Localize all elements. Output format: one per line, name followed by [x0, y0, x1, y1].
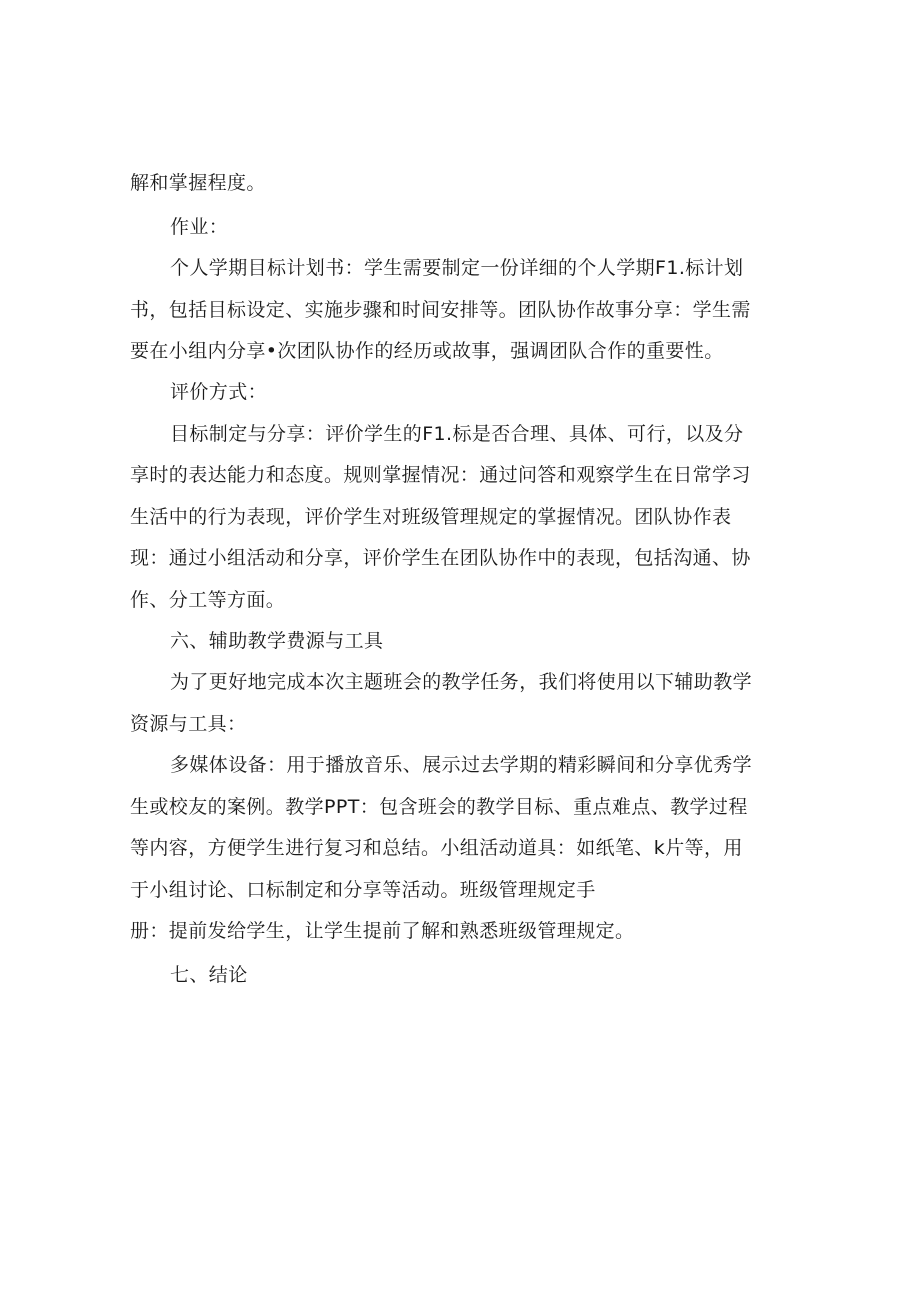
heading-section-six: 六、辅助教学费源与工具	[170, 630, 384, 652]
paragraph-line: 册：提前发给学生，让学生提前了解和熟悉班级管理规定。	[130, 920, 635, 942]
paragraph-line: 于小组讨论、口标制定和分享等活动。班级管理规定手	[130, 879, 596, 901]
paragraph-line: 现：通过小组活动和分享，评价学生在团队协作中的表现，包括沟通、协	[130, 547, 751, 569]
paragraph-line: 享时的表达能力和态度。规则掌握情况：通过问答和观察学生在日常学习	[130, 464, 751, 486]
paragraph-line: 等内容，方便学生进行复习和总结。小组活动道具：如纸笔、k片等，用	[130, 837, 743, 859]
heading-section-seven: 七、结论	[170, 964, 248, 986]
text-line-continuation: 解和掌握程度。	[130, 172, 266, 194]
paragraph-line: 个人学期目标计划书：学生需要制定一份详细的个人学期F1.标计划	[170, 257, 744, 279]
paragraph-line: 生或校友的案例。教学PPT：包含班会的教学目标、重点难点、教学过程	[130, 796, 748, 818]
paragraph-line: 目标制定与分享：评价学生的F1.标是否合理、具体、可行，以及分	[170, 423, 744, 445]
paragraph-line: 书，包括目标设定、实施步骤和时间安排等。团队协作故事分享：学生需	[130, 299, 751, 321]
paragraph-line: 作、分工等方面。	[130, 589, 286, 611]
heading-homework: 作业：	[170, 216, 229, 238]
paragraph-line: 要在小组内分享•次团队协作的经历或故事，强调团队合作的重要性。	[130, 340, 724, 362]
paragraph-line: 为了更好地完成本次主题班会的教学任务，我们将使用以下辅助教学	[170, 671, 753, 693]
heading-evaluation: 评价方式：	[170, 381, 268, 403]
paragraph-line: 多媒体设备：用于播放音乐、展示过去学期的精彩瞬间和分享优秀学	[170, 754, 753, 776]
paragraph-line: 生活中的行为表现，评价学生对班级管理规定的掌握情况。团队协作表	[130, 506, 732, 528]
paragraph-line: 资源与工具：	[130, 713, 247, 735]
